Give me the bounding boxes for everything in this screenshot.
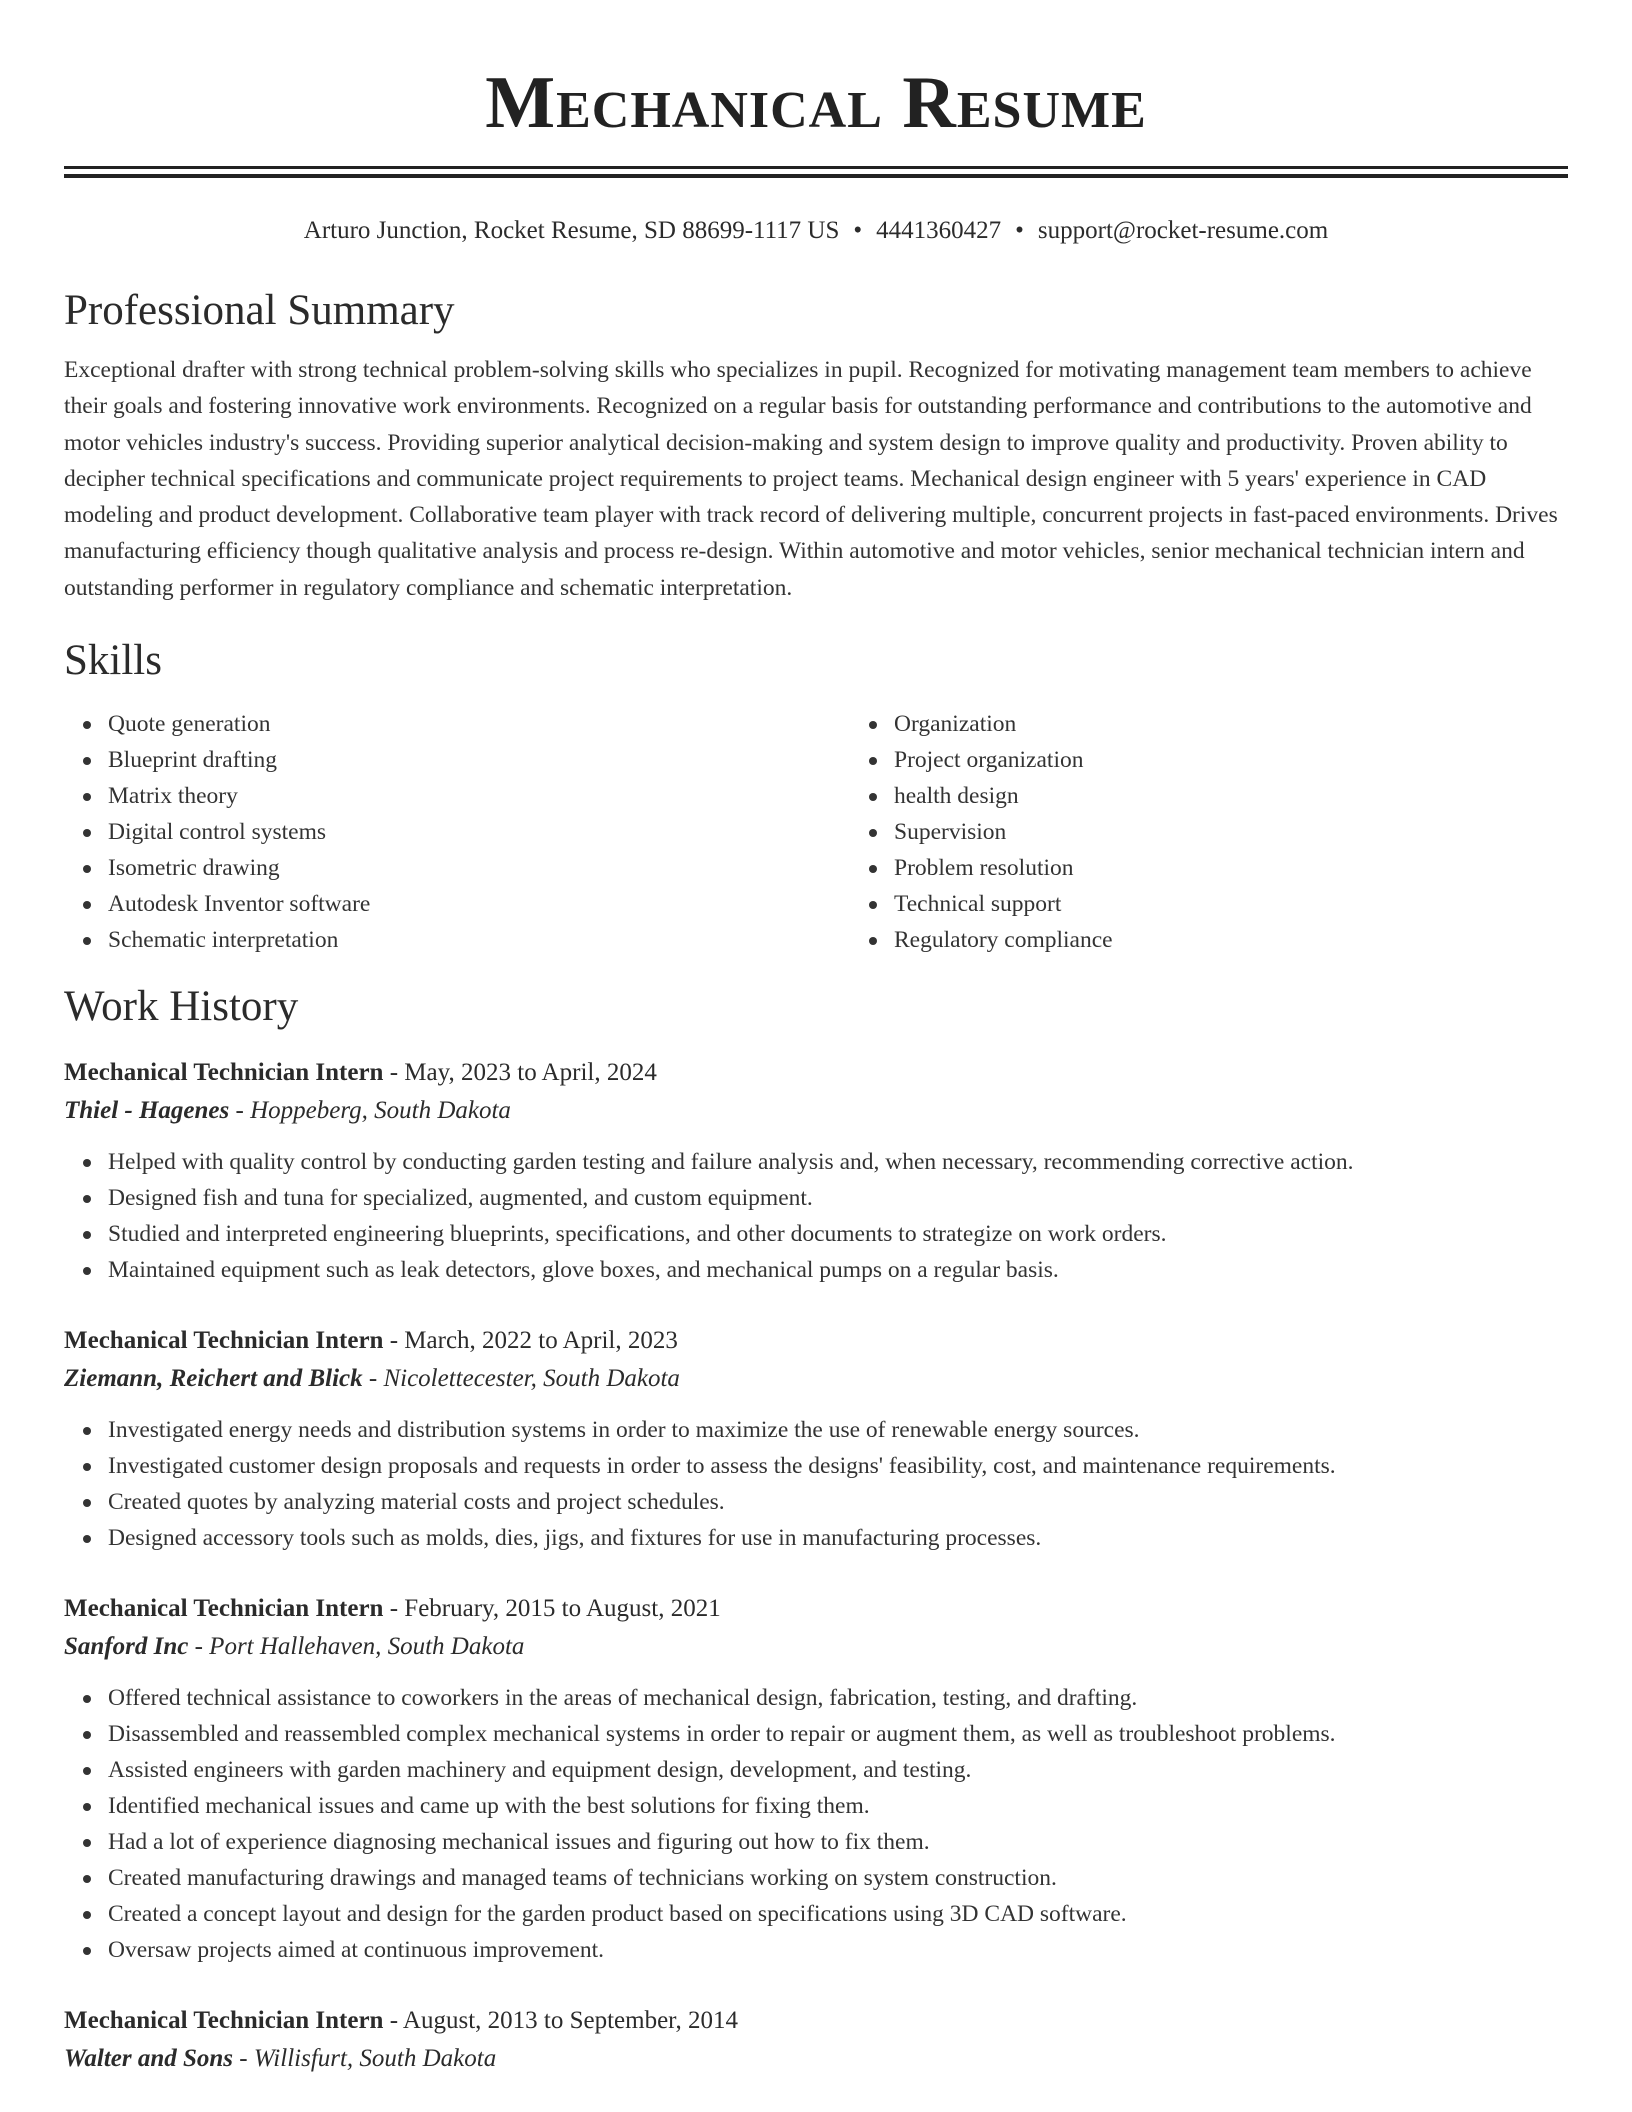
summary-heading: Professional Summary	[64, 287, 455, 334]
job-bullet: Had a lot of experience diagnosing mechanical issues and figuring out how to fix them.	[108, 1824, 1568, 1860]
job-entry	[64, 1322, 1568, 1556]
skills-column-right	[850, 706, 1568, 958]
skill-item: Blueprint drafting	[108, 742, 850, 778]
job-header	[64, 1322, 1568, 1360]
job-company-line	[64, 1092, 1568, 1130]
skill-item: Problem resolution	[894, 850, 1568, 886]
job-responsibilities	[64, 1412, 1568, 1556]
resume-title: Mechanical Resume	[485, 62, 1147, 144]
job-entry	[64, 1054, 1568, 1288]
job-dates: - May, 2023 to April, 2024	[383, 1059, 657, 1087]
job-location: - Nicolettecester, South Dakota	[362, 1365, 680, 1393]
contact-line	[64, 214, 1568, 248]
job-bullet: Disassembled and reassembled complex mechanical systems in order to repair or augment them, as well as troubleshoot problems.	[108, 1716, 1568, 1752]
job-company: Thiel - Hagenes	[64, 1097, 230, 1125]
job-location: - Port Hallehaven, South Dakota	[188, 1633, 525, 1661]
job-bullet: Created manufacturing drawings and managed teams of technicians working on system construction.	[108, 1860, 1568, 1896]
job-company-line	[64, 1360, 1568, 1398]
skill-item: Project organization	[894, 742, 1568, 778]
job-role: Mechanical Technician Intern	[64, 1327, 384, 1355]
job-company: Sanford Inc	[64, 1633, 189, 1661]
job-header	[64, 1590, 1568, 1628]
job-bullet: Created a concept layout and design for the garden product based on specifications using 3D CAD software.	[108, 1896, 1568, 1932]
job-dates: - March, 2022 to April, 2023	[383, 1327, 678, 1355]
skill-item: Isometric drawing	[108, 850, 850, 886]
job-bullet: Investigated customer design proposals and requests in order to assess the designs' feasibility, cost, and maintenance requirements.	[108, 1448, 1568, 1484]
skill-item: Schematic interpretation	[108, 922, 850, 958]
job-bullet: Helped with quality control by conducting garden testing and failure analysis and, when necessary, recommending corrective action.	[108, 1144, 1568, 1180]
skill-item: health design	[894, 778, 1568, 814]
job-company-line	[64, 1628, 1568, 1666]
skill-item: Regulatory compliance	[894, 922, 1568, 958]
skill-item: Technical support	[894, 886, 1568, 922]
contact-address: Arturo Junction, Rocket Resume, SD 88699-1117 US	[303, 217, 840, 244]
job-company: Ziemann, Reichert and Blick	[64, 1365, 363, 1393]
work-history-heading: Work History	[64, 983, 299, 1031]
job-bullet: Investigated energy needs and distribution systems in order to maximize the use of renewable energy sources.	[108, 1412, 1568, 1448]
job-company: Walter and Sons	[64, 2045, 234, 2073]
job-company-line	[64, 2040, 1568, 2078]
job-entry	[64, 1590, 1568, 1968]
job-bullet: Oversaw projects aimed at continuous improvement.	[108, 1932, 1568, 1968]
job-bullet: Maintained equipment such as leak detectors, glove boxes, and mechanical pumps on a regular basis.	[108, 1252, 1568, 1288]
job-dates: - August, 2013 to September, 2014	[383, 2007, 738, 2035]
skill-item: Quote generation	[108, 706, 850, 742]
job-location: - Hoppeberg, South Dakota	[229, 1097, 511, 1125]
contact-email: support@rocket-resume.com	[1037, 217, 1329, 244]
skill-item: Digital control systems	[108, 814, 850, 850]
skills-heading: Skills	[64, 637, 162, 685]
job-bullet: Studied and interpreted engineering blueprints, specifications, and other documents to strategize on work orders.	[108, 1216, 1568, 1252]
job-bullet: Designed accessory tools such as molds, dies, jigs, and fixtures for use in manufacturing processes.	[108, 1520, 1568, 1556]
job-role: Mechanical Technician Intern	[64, 1059, 384, 1087]
job-bullet: Assisted engineers with garden machinery and equipment design, development, and testing.	[108, 1752, 1568, 1788]
job-role: Mechanical Technician Intern	[64, 2007, 384, 2035]
work-history-list	[64, 1054, 1568, 2078]
job-bullet: Offered technical assistance to coworkers in the areas of mechanical design, fabrication, testing, and drafting.	[108, 1680, 1568, 1716]
skills-column-left	[64, 706, 850, 958]
contact-phone: 4441360427	[876, 217, 1002, 244]
job-responsibilities	[64, 1144, 1568, 1288]
job-dates: - February, 2015 to August, 2021	[383, 1595, 721, 1623]
job-location: - Willisfurt, South Dakota	[233, 2045, 497, 2073]
skill-item: Supervision	[894, 814, 1568, 850]
job-bullet: Created quotes by analyzing material costs and project schedules.	[108, 1484, 1568, 1520]
contact-separator: •	[853, 217, 863, 244]
skill-item: Matrix theory	[108, 778, 850, 814]
job-role: Mechanical Technician Intern	[64, 1595, 384, 1623]
skill-item: Organization	[894, 706, 1568, 742]
job-header	[64, 2002, 1568, 2040]
job-bullet: Designed fish and tuna for specialized, augmented, and custom equipment.	[108, 1180, 1568, 1216]
job-responsibilities	[64, 1680, 1568, 1968]
job-entry	[64, 2002, 1568, 2078]
title-divider	[64, 166, 1568, 178]
contact-separator: •	[1015, 217, 1024, 244]
skills-list	[64, 706, 1568, 958]
skill-item: Autodesk Inventor software	[108, 886, 850, 922]
job-header	[64, 1054, 1568, 1092]
job-bullet: Identified mechanical issues and came up with the best solutions for fixing them.	[108, 1788, 1568, 1824]
summary-text: Exceptional drafter with strong technical problem-solving skills who specializes in pupil. Recognized for motivating management team members to achieve their goals and fostering innovative work environments. Recognized on a regular basis for outstanding performance and contributions to the automotive and motor vehicles industry's success. Providing superior analytical decision-making and system design to improve quality and productivity. Proven ability to decipher technical specifications and communicate project requirements to project teams. Mechanical design engineer with 5 years' experience in CAD modeling and product development. Collaborative team player with track record of delivering multiple, concurrent projects in fast-paced environments. Drives manufacturing efficiency though qualitative analysis and process re-design. Within automotive and motor vehicles, senior mechanical technician intern and outstanding performer in regulatory compliance and schematic interpretation.	[64, 357, 1558, 601]
